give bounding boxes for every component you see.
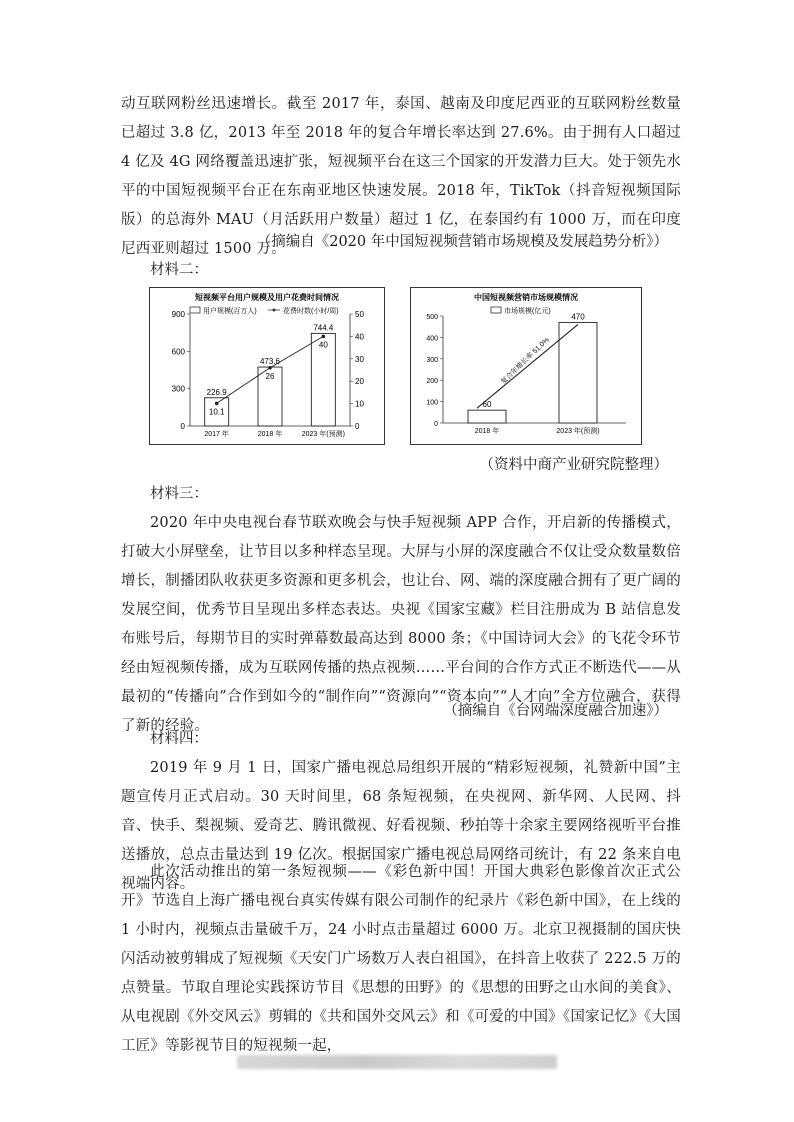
material-one-source: （摘编自《2020 年中国短视频营销市场规模及发展趋势分析》）: [256, 234, 668, 250]
y-tick-label: 100: [426, 399, 438, 407]
x-tick-label: 2023 年(预测): [556, 428, 600, 435]
bar-value-label: 60: [482, 400, 492, 410]
legend-swatch-bars: [190, 307, 200, 313]
right-tick-label: 30: [355, 354, 364, 364]
x-tick-label: 2018 年: [474, 428, 500, 435]
line-value-label: 10.1: [208, 407, 225, 417]
bar-value-label: 744.4: [313, 323, 334, 333]
user-scale-chart: [149, 287, 385, 445]
user-scale-chart-svg: [150, 288, 384, 444]
market-scale-chart: [410, 287, 642, 445]
legend-swatch-bars: [491, 307, 501, 313]
right-tick-label: 20: [355, 377, 364, 387]
blurred-footer-watermark: [237, 1055, 557, 1069]
chart-title: 短视频平台用户规模及用户花费时间情况: [195, 293, 339, 302]
material-three-paragraph: 2020 年中央电视台春节联欢晚会与快手短视频 APP 合作，开启新的传播模式，打破大小屏壁垒，让节目以多种样态呈现。大屏与小屏的深度融合不仅让受众数量数倍增长，制播团队收获更多资源和更多机会，也让台、网、端的深度融合拥有了更广阔的发展空间，优秀节目呈现出多样态表达。央视《国家宝藏》栏目注册成为 B 站信息发布账号后，每期节目的实时弹幕数最高达到 8000 条；《中国诗词大会》的飞花令环节经由短视频传播，成为互联网传播的热点视频……平台间的合作方式正不断迭代——从最初的“传播向”合作到如今的“制作向”“资源向”“资本向”“人才向”全方位融合，获得了新的经验。: [121, 515, 681, 734]
y-tick-label: 300: [426, 356, 438, 364]
left-tick-label: 300: [171, 384, 185, 394]
legend-label-bars: 用户规模(百万人): [203, 308, 257, 315]
bar-value-label: 470: [571, 312, 585, 322]
line-value-label: 40: [318, 340, 328, 350]
bar-value-label: 226.9: [206, 387, 227, 397]
material-three-source: （摘编自《台网端深度融合加速》）: [443, 703, 668, 719]
x-tick-label: 2017 年: [204, 431, 229, 438]
right-tick-label: 0: [355, 422, 360, 431]
line-value-label: 26: [265, 371, 275, 381]
left-tick-label: 900: [171, 310, 185, 319]
legend-label-bars: 市场规模(亿元): [504, 308, 551, 315]
material-two-source: （资料中商产业研究院整理）: [479, 457, 668, 473]
right-tick-label: 50: [355, 310, 364, 319]
y-tick-label: 0: [434, 421, 438, 428]
bar-market-scale: [559, 322, 597, 423]
line-point-time-spent: [268, 366, 272, 370]
material-three-label: 材料三：: [150, 486, 208, 502]
y-tick-label: 200: [426, 378, 438, 386]
legend-swatch-point: [273, 309, 276, 312]
left-tick-label: 600: [171, 347, 185, 357]
material-two-label: 材料二：: [150, 262, 208, 278]
growth-annotation: 复合年增长率 51.0%: [500, 336, 551, 386]
material-one-paragraph: 动互联网粉丝迅速增长。截至 2017 年，泰国、越南及印度尼西亚的互联网粉丝数量已超过 3.8 亿，2013 年至 2018 年的复合年增长率达到 27.6%。由于拥有人口超过 4 亿及 4G 网络覆盖迅速扩张，短视频平台在这三个国家的开发潜力巨大。处于领先水平的中国短视频平台正在东南亚地区快速发展。2018 年，TikTok（抖音短视频国际版）的总海外 MAU（月活跃用户数量）超过 1 亿，在泰国约有 1000 万，而在印度尼西亚则超过 1500 万。: [121, 96, 681, 257]
bar-value-label: 473.6: [259, 357, 281, 367]
x-tick-label: 2023 年(预测): [301, 431, 345, 438]
left-tick-label: 0: [180, 422, 185, 431]
y-tick-label: 500: [426, 314, 438, 321]
material-four-paragraph-2: 此次活动推出的第一条短视频——《彩色新中国！开国大典彩色影像首次正式公开》节选自上海广播电视台真实传媒有限公司制作的纪录片《彩色新中国》，在上线的 1 小时内，视频点击量破千万，24 小时点击量超过 6000 万。北京卫视摄制的国庆快闪活动被剪辑成了短视频《天安门广场数万人表白祖国》，在抖音上收获了 222.5 万的点赞量。节取自理论实践探访节目《思想的田野》的《思想的田野之山水间的美食》、从电视剧《外交风云》剪辑的《共和国外交风云》和《可爱的中国》《国家记忆》《大国工匠》等影视节目的短视频一起，: [121, 864, 681, 1054]
material-four-paragraph-1: 2019 年 9 月 1 日，国家广播电视总局组织开展的“精彩短视频，礼赞新中国”主题宣传月正式启动。30 天时间里，68 条短视频，在央视网、新华网、人民网、抖音、快手、梨视频、爱奇艺、腾讯微视、好看视频、秒拍等十余家主要网络视听平台推送播放，总点击量达到 19 亿次。根据国家广播电视总局网络司统计，有 22 条来自电视端内容。: [121, 760, 681, 892]
y-tick-label: 400: [426, 335, 438, 343]
line-point-time-spent: [322, 335, 326, 339]
right-tick-label: 40: [355, 332, 364, 342]
legend-label-line: 花费时数(小时/周): [283, 308, 339, 315]
market-scale-chart-svg: [411, 288, 641, 444]
material-four-label: 材料四：: [150, 731, 208, 747]
line-point-time-spent: [215, 402, 219, 406]
chart-title: 中国短视频营销市场规模情况: [474, 293, 578, 302]
right-tick-label: 10: [355, 399, 364, 409]
bar-market-scale: [468, 410, 506, 423]
x-tick-label: 2018 年: [257, 431, 283, 438]
